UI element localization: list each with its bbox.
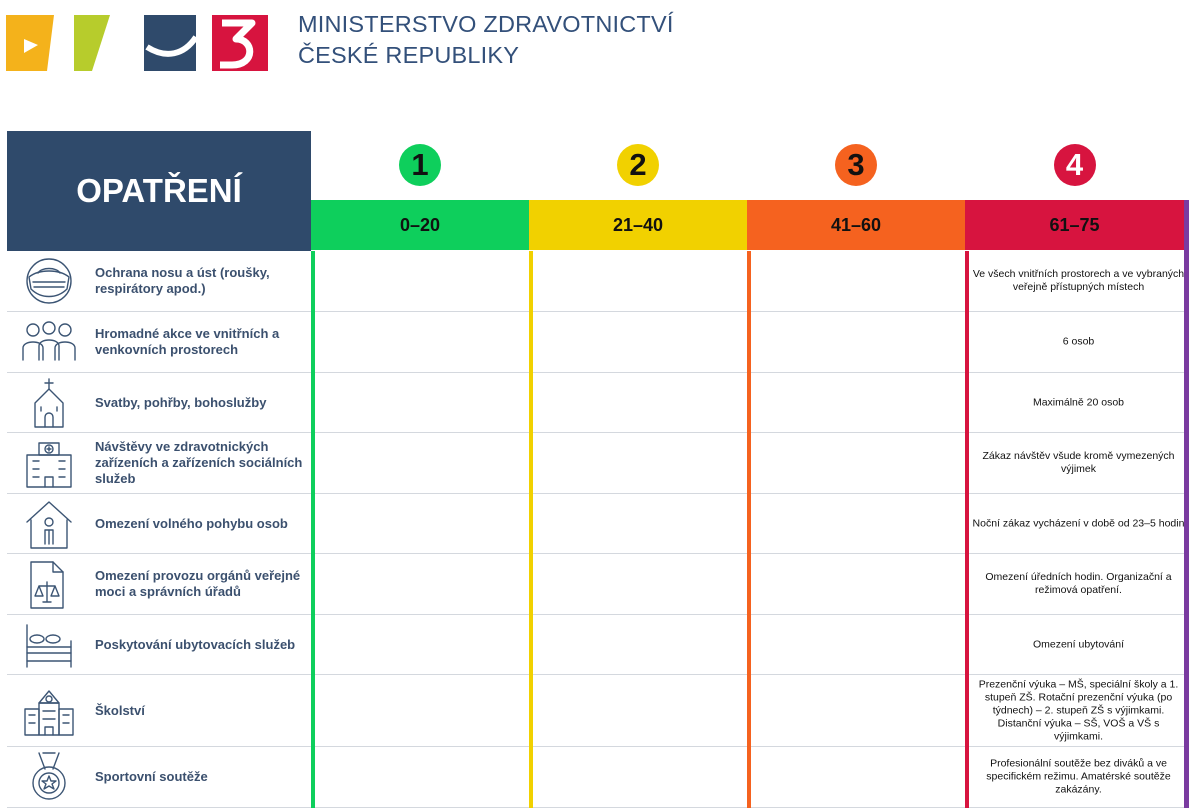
- document-scales-icon: [21, 558, 77, 610]
- row-label: Ochrana nosu a úst (roušky, respirátory apod.): [95, 265, 270, 296]
- level-3-header: [747, 131, 965, 251]
- row-label: Poskytování ubytovacích služeb: [95, 636, 296, 652]
- table-row-offices: [7, 554, 1184, 615]
- level-2-line: [529, 251, 533, 808]
- level-3-badge: 3: [835, 144, 877, 186]
- table-row-accommodation: [7, 615, 1184, 675]
- level-1-header: [311, 131, 529, 251]
- ministry-logo: [6, 15, 268, 71]
- row-label: Školství: [95, 702, 145, 718]
- row-value: Zákaz návštěv všude kromě vymezených výjimek: [982, 450, 1175, 475]
- row-value: Prezenční výuka – MŠ, speciální školy a 1. stupeň ZŠ. Rotační prezenční výuka (po týdnech) – 2. stupeň ZŠ s výjimkami. Distanční výuka – SŠ, VOŠ a VŠ s výjimkami.: [978, 678, 1179, 742]
- row-label: Sportovní soutěže: [95, 769, 208, 784]
- ministry-name-line2: ČESKÉ REPUBLIKY: [298, 42, 520, 68]
- level-2-badge: 2: [617, 144, 659, 186]
- level-3-line: [747, 251, 751, 808]
- level-4-header: [965, 131, 1184, 251]
- row-value: Ve všech vnitřních prostorech a ve vybraných veřejně přístupných místech: [972, 268, 1185, 293]
- ministry-name-line1: MINISTERSTVO ZDRAVOTNICTVÍ: [298, 11, 674, 37]
- level-1-line: [311, 251, 315, 808]
- row-label: Návštěvy ve zdravotnických zařízeních a zařízeních sociálních služeb: [95, 439, 303, 486]
- table-row-events: [7, 312, 1184, 373]
- hospital-icon: [21, 437, 77, 489]
- row-label: Omezení provozu orgánů veřejné moci a správních úřadů: [95, 568, 301, 599]
- table-row-sports: [7, 747, 1184, 808]
- row-value: Omezení ubytování: [1032, 638, 1125, 650]
- level-1-range: 0–20: [311, 200, 529, 250]
- level-2-header: [529, 131, 747, 251]
- level-1-badge: 1: [399, 144, 441, 186]
- table-row-ceremonies: [7, 373, 1184, 433]
- school-icon: [21, 685, 77, 737]
- bed-icon: [21, 619, 77, 671]
- table-row-masks: [7, 251, 1184, 312]
- level-3-range: 41–60: [747, 200, 965, 250]
- row-value: Noční zákaz vycházení v době od 23–5 hodin: [972, 517, 1185, 529]
- row-value: Omezení úředních hodin. Organizační a režimová opatření.: [985, 571, 1172, 596]
- mask-icon: [21, 255, 77, 307]
- level-2-range: 21–40: [529, 200, 747, 250]
- row-label: Omezení volného pohybu osob: [95, 515, 288, 531]
- ministry-name: [298, 9, 674, 71]
- level-4-badge: 4: [1054, 144, 1096, 186]
- table-row-visits: [7, 433, 1184, 494]
- row-value: 6 osob: [1062, 335, 1095, 348]
- people-icon: [21, 316, 77, 368]
- level-4-range: 61–75: [965, 200, 1184, 250]
- table-row-education: [7, 675, 1184, 747]
- church-icon: [21, 377, 77, 429]
- row-label: Svatby, pohřby, bohoslužby: [95, 394, 267, 410]
- level-4-line: [965, 251, 969, 808]
- table-title: OPATŘENÍ: [7, 131, 311, 251]
- row-value: Profesionální soutěže bez diváků a ve specifickém režimu. Amatérské soutěže zakázány.: [986, 757, 1171, 796]
- medal-icon: [21, 751, 77, 803]
- house-person-icon: [21, 498, 77, 550]
- row-value: Maximálně 20 osob: [1032, 396, 1125, 408]
- row-label: Hromadné akce ve vnitřních a venkovních prostorech: [95, 326, 280, 357]
- table-row-movement: [7, 494, 1184, 554]
